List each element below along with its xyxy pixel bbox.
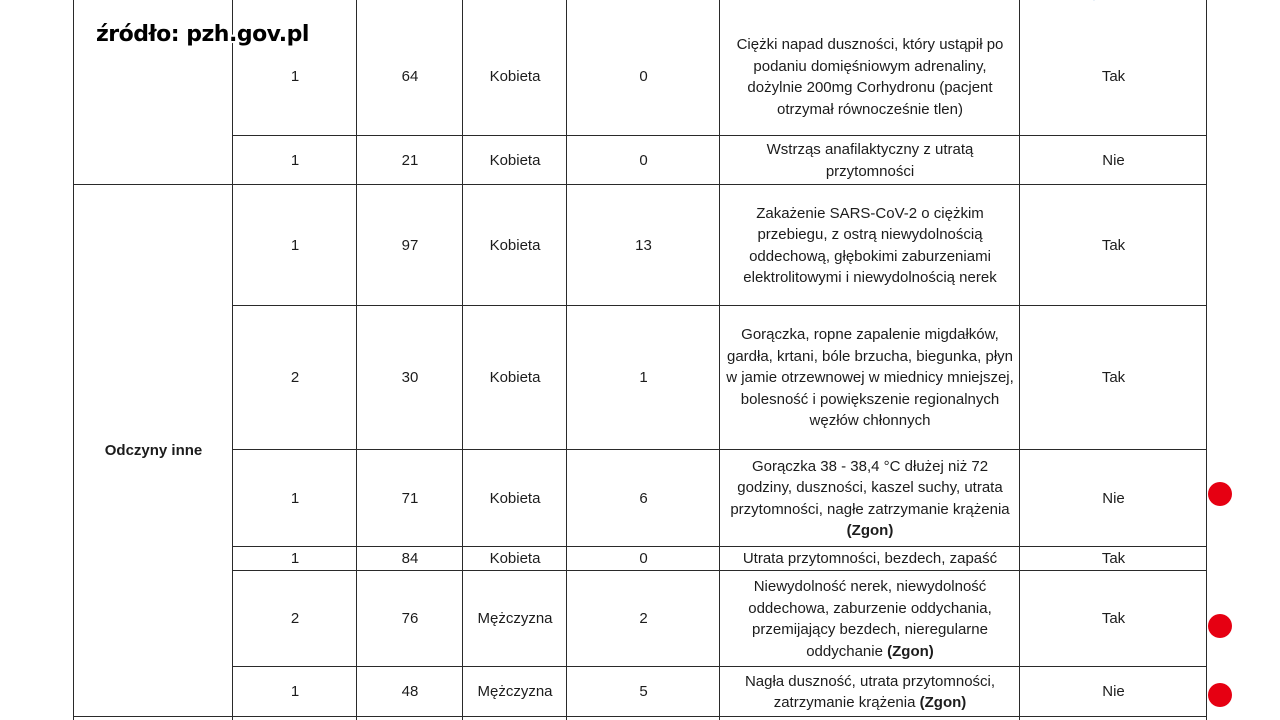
cell-days-to-onset: 5 [639, 683, 648, 701]
red-dot-marker-icon [1208, 614, 1232, 638]
cell-age: 84 [401, 550, 419, 568]
cell-sex: Mężczyzna [477, 610, 553, 628]
source-label: źródło: pzh.gov.pl [96, 22, 309, 47]
death-label: (Zgon) [919, 694, 967, 711]
cell-hospitalized: Tak [1101, 236, 1126, 254]
description-text [726, 34, 1014, 120]
death-label: (Zgon) [846, 522, 894, 539]
cell-description [720, 667, 1020, 717]
cell-days-to-onset: 0 [639, 151, 648, 169]
cell-sex: Kobieta [489, 369, 541, 387]
cell-dose-count: 1 [290, 68, 300, 86]
description-body: Zakażenie SARS-CoV-2 o ciężkim przebiegu, z ostrą niewydolnością oddechową, głębokimi zaburzeniami elektrolitowymi i niewydolnością nerek [743, 204, 997, 286]
cell-hospitalized: Tak [1101, 550, 1126, 568]
description-body: Gorączka 38 - 38,4 °C dłużej niż 72 godziny, duszności, kaszel suchy, utrata przytomności, nagłe zatrzymanie krążenia [730, 457, 1010, 518]
cell-dose-count: 1 [290, 489, 300, 507]
cell-sex: Kobieta [489, 550, 541, 568]
cell-age: 97 [401, 236, 419, 254]
red-dot-marker-icon [1208, 683, 1232, 707]
description-body: Wstrząs anafilaktyczny z utratą przytomności [766, 141, 974, 180]
cell-days-to-onset: 2 [639, 610, 648, 628]
cell-sex: Mężczyzna [477, 683, 553, 701]
description-text [726, 671, 1014, 714]
cell-age: 71 [401, 489, 419, 507]
cell-hospitalized: Nie [1102, 151, 1125, 169]
description-body: Niewydolność nerek, niewydolność oddechowa, zaburzenie oddychania, przemijający bezdech, nieregularne oddychanie [748, 578, 992, 660]
description-body: Utrata przytomności, bezdech, zapaść [742, 550, 998, 568]
cell-description [720, 450, 1020, 547]
cell-dose-count: 1 [290, 151, 300, 169]
description-body: Gorączka, ropne zapalenie migdałków, gardła, krtani, bóle brzucha, biegunka, płyn w jamie otrzewnowej w miednicy mniejszej, bolesność i powiększenie regionalnych węzłów chłonnych [726, 326, 1014, 430]
cell-description [720, 571, 1020, 667]
cell-days-to-onset: 1 [639, 369, 648, 387]
description-text [726, 139, 1014, 182]
cell-age: 76 [401, 610, 419, 628]
cell-hospitalized: Tak [1101, 68, 1126, 86]
cell-age: 48 [401, 683, 419, 701]
description-text [726, 576, 1014, 662]
category-label: Odczyny inne [104, 442, 203, 460]
description-text [726, 324, 1014, 432]
logo-fragment-icon [1080, 0, 1180, 10]
cell-hospitalized: Nie [1102, 489, 1125, 507]
cell-description [720, 185, 1020, 306]
description-body: Nagła duszność, utrata przytomności, zatrzymanie krążenia [744, 672, 996, 711]
cell-days-to-onset: 0 [639, 550, 648, 568]
cell-age: 64 [401, 68, 419, 86]
cell-description [720, 306, 1020, 450]
description-body: Ciężki napad duszności, który ustąpił po podaniu domięśniowym adrenaliny, dożylnie 200mg Corhydronu (pacjent otrzymał równocześnie tlen) [736, 36, 1004, 118]
cell-dose-count: 1 [290, 550, 300, 568]
cell-sex: Kobieta [489, 151, 541, 169]
cell-hospitalized: Nie [1102, 683, 1125, 701]
cell-sex: Kobieta [489, 489, 541, 507]
cell-days-to-onset: 13 [635, 236, 652, 254]
cell-description [720, 18, 1020, 136]
description-text [726, 203, 1014, 289]
cell-dose-count: 1 [290, 236, 300, 254]
cell-days-to-onset: 0 [639, 68, 648, 86]
cell-dose-count: 1 [290, 683, 300, 701]
cell-hospitalized: Tak [1101, 610, 1126, 628]
cell-description [720, 136, 1020, 185]
cell-dose-count: 2 [290, 610, 300, 628]
cell-description [720, 547, 1020, 571]
cell-sex: Kobieta [489, 236, 541, 254]
death-label: (Zgon) [887, 642, 934, 660]
cell-age: 21 [401, 151, 419, 169]
cell-dose-count: 2 [290, 369, 300, 387]
description-text [726, 456, 1014, 542]
cell-days-to-onset: 6 [639, 489, 648, 507]
description-text [743, 548, 997, 570]
cell-age: 30 [401, 369, 419, 387]
cell-sex: Kobieta [489, 68, 541, 86]
cell-hospitalized: Tak [1101, 369, 1126, 387]
red-dot-marker-icon [1208, 482, 1232, 506]
